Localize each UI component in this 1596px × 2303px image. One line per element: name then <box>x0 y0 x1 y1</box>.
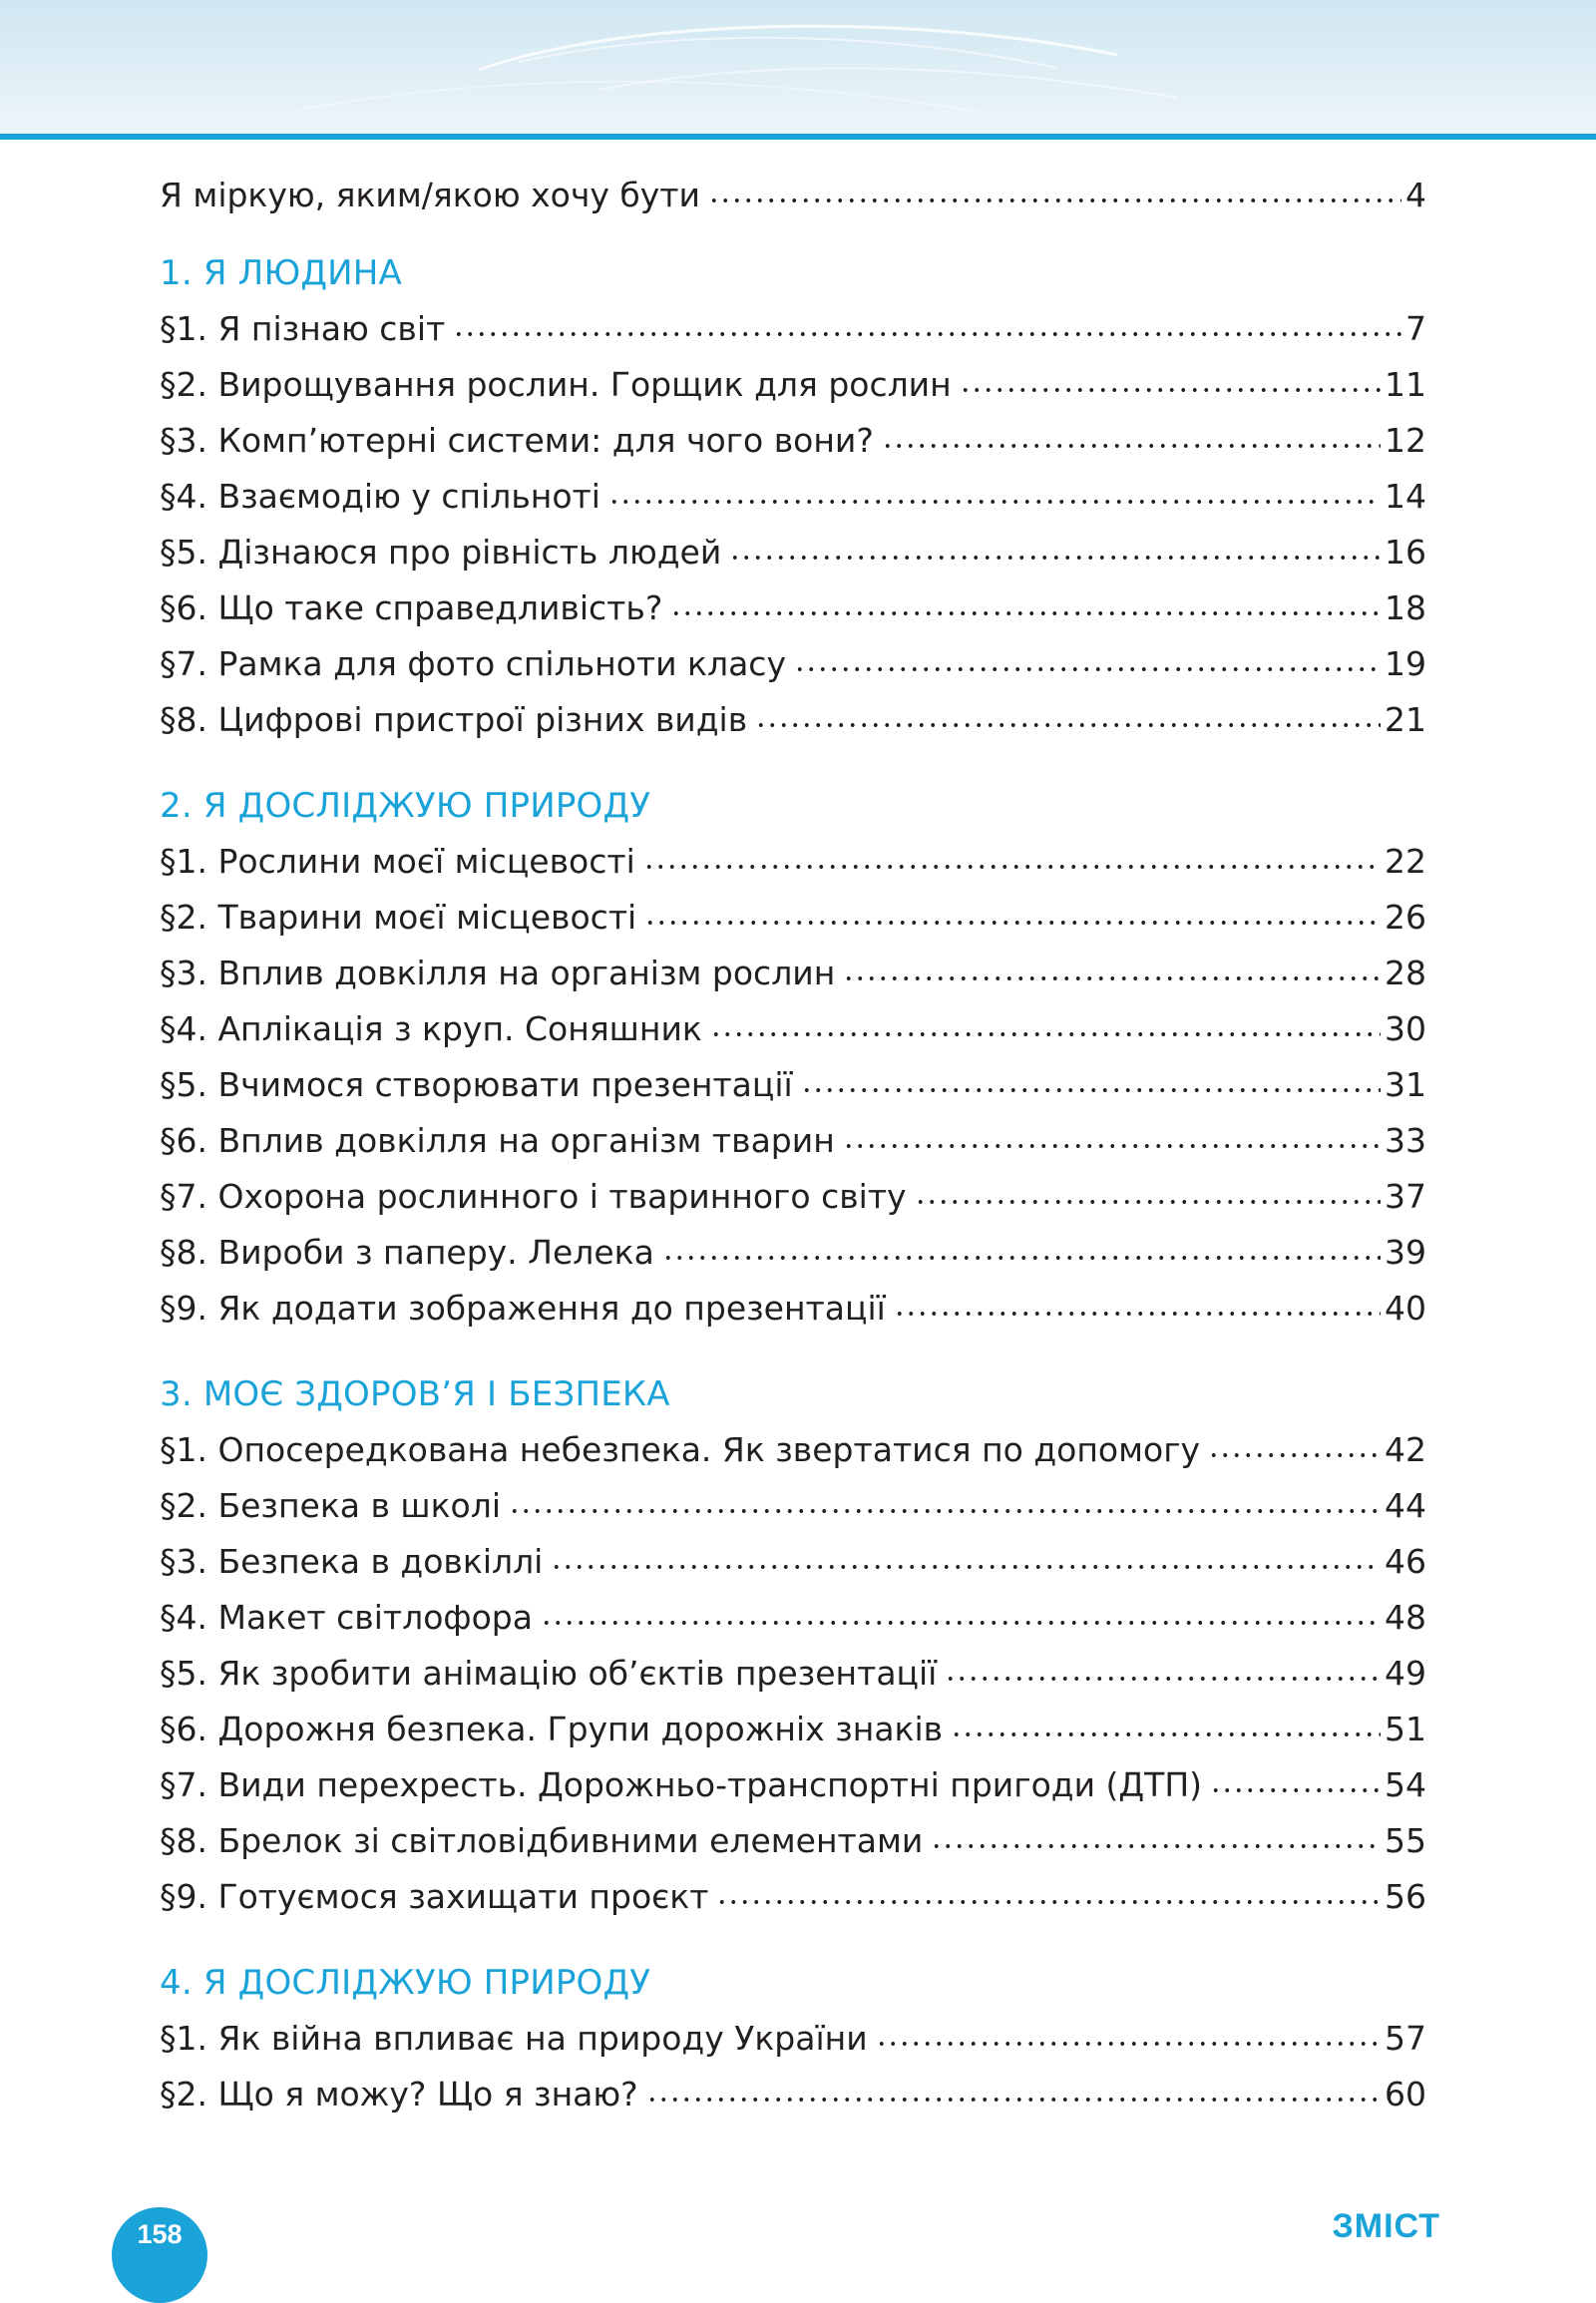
toc-item-page: 51 <box>1385 1710 1426 1748</box>
page-number: 158 <box>137 2219 183 2249</box>
toc-item-page: 16 <box>1385 533 1426 572</box>
toc-item-label: §4. Взаємодію у спільноті <box>160 477 600 516</box>
toc-row[interactable] <box>160 357 1426 413</box>
toc-item-label: §7. Рамка для фото спільноти класу <box>160 644 786 683</box>
dot-leader <box>894 1307 1381 1321</box>
toc-item-label: §3. Комп’ютерні системи: для чого вони? <box>160 421 874 460</box>
toc-item-page: 57 <box>1385 2019 1426 2058</box>
toc-item-label: §1. Опосередкована небезпека. Як звертатися по допомогу <box>160 1430 1201 1469</box>
dot-leader <box>843 1139 1381 1153</box>
toc-row[interactable] <box>160 469 1426 525</box>
footer-title: ЗМІСТ <box>1332 2207 1440 2245</box>
toc-row[interactable] <box>160 1534 1426 1590</box>
toc-item-page: 55 <box>1385 1821 1426 1860</box>
dot-leader <box>794 662 1381 676</box>
header-decoration <box>0 0 1596 138</box>
dot-leader <box>882 439 1381 453</box>
toc-item-page: 49 <box>1385 1654 1426 1693</box>
toc-row[interactable] <box>160 1590 1426 1646</box>
toc-item-label: §3. Вплив довкілля на організм рослин <box>160 954 836 992</box>
toc-item-label: §7. Охорона рослинного і тваринного світу <box>160 1177 907 1216</box>
table-of-contents <box>160 168 1426 2122</box>
dot-leader <box>876 2037 1381 2051</box>
toc-item-label: §6. Дорожня безпека. Групи дорожніх знаків <box>160 1710 944 1748</box>
toc-item-page: 40 <box>1385 1289 1426 1328</box>
toc-row[interactable] <box>160 1169 1426 1225</box>
dot-leader <box>643 860 1381 874</box>
toc-item-page: 48 <box>1385 1598 1426 1637</box>
toc-item-label: §2. Безпека в школі <box>160 1486 502 1525</box>
toc-item-page: 37 <box>1385 1177 1426 1216</box>
toc-item-label: §1. Рослини моєї місцевості <box>160 842 635 881</box>
toc-item-label: §1. Як війна впливає на природу України <box>160 2019 868 2058</box>
toc-item-page: 56 <box>1385 1877 1426 1916</box>
toc-item-page: 33 <box>1385 1121 1426 1160</box>
toc-item-page: 14 <box>1385 477 1426 516</box>
dot-leader <box>509 1504 1381 1518</box>
toc-row[interactable] <box>160 946 1426 1001</box>
toc-row[interactable] <box>160 1225 1426 1281</box>
dot-leader <box>608 495 1381 509</box>
dot-leader <box>915 1195 1381 1209</box>
toc-row[interactable] <box>160 1478 1426 1534</box>
dot-leader <box>755 718 1381 732</box>
toc-row[interactable] <box>160 1057 1426 1113</box>
toc-row[interactable] <box>160 1422 1426 1478</box>
toc-item-page: 26 <box>1385 898 1426 937</box>
toc-intro-row[interactable] <box>160 168 1426 223</box>
toc-item-page: 39 <box>1385 1233 1426 1272</box>
toc-item-page: 4 <box>1405 176 1426 214</box>
toc-item-page: 30 <box>1385 1009 1426 1048</box>
toc-item-page: 22 <box>1385 842 1426 881</box>
section-heading: 3. МОЄ ЗДОРОВ’Я І БЕЗПЕКА <box>160 1374 670 1414</box>
toc-row[interactable] <box>160 636 1426 692</box>
dot-leader <box>801 1083 1381 1097</box>
dot-leader <box>1210 1783 1381 1797</box>
dot-leader <box>843 971 1381 985</box>
toc-item-page: 19 <box>1385 644 1426 683</box>
dot-leader <box>541 1616 1381 1630</box>
dot-leader <box>945 1672 1381 1686</box>
dot-leader <box>662 1251 1381 1265</box>
toc-row[interactable] <box>160 2067 1426 2122</box>
toc-row[interactable] <box>160 1646 1426 1702</box>
dot-leader <box>708 193 1401 207</box>
toc-row[interactable] <box>160 1757 1426 1813</box>
toc-row[interactable] <box>160 1702 1426 1757</box>
toc-item-page: 28 <box>1385 954 1426 992</box>
toc-item-label: §1. Я пізнаю світ <box>160 309 446 348</box>
toc-row[interactable] <box>160 834 1426 890</box>
section-heading: 2. Я ДОСЛІДЖУЮ ПРИРОДУ <box>160 786 651 826</box>
toc-row[interactable] <box>160 1113 1426 1169</box>
toc-item-page: 11 <box>1385 365 1426 404</box>
toc-item-label: §2. Вирощування рослин. Горщик для рослин <box>160 365 952 404</box>
toc-item-label: §9. Як додати зображення до презентації <box>160 1289 886 1328</box>
toc-item-label: §5. Дізнаюся про рівність людей <box>160 533 722 572</box>
toc-row[interactable] <box>160 525 1426 580</box>
toc-item-label: §5. Вчимося створювати презентації <box>160 1065 793 1104</box>
dot-leader <box>644 916 1381 930</box>
toc-row[interactable] <box>160 301 1426 357</box>
page-number-badge <box>112 2207 207 2303</box>
dot-leader <box>453 327 1401 341</box>
toc-item-page: 18 <box>1385 588 1426 627</box>
header-swirl-graphic <box>0 0 1596 138</box>
toc-row[interactable] <box>160 1281 1426 1337</box>
dot-leader <box>1208 1448 1381 1462</box>
toc-item-label: §2. Що я можу? Що я знаю? <box>160 2075 638 2113</box>
toc-row[interactable] <box>160 580 1426 636</box>
toc-row[interactable] <box>160 890 1426 946</box>
dot-leader <box>670 606 1381 620</box>
toc-item-page: 46 <box>1385 1542 1426 1581</box>
toc-item-label: §6. Вплив довкілля на організм тварин <box>160 1121 835 1160</box>
section-heading: 4. Я ДОСЛІДЖУЮ ПРИРОДУ <box>160 1963 651 2003</box>
toc-row[interactable] <box>160 1813 1426 1869</box>
dot-leader <box>729 551 1381 565</box>
toc-row[interactable] <box>160 1001 1426 1057</box>
toc-row[interactable] <box>160 2011 1426 2067</box>
toc-item-page: 44 <box>1385 1486 1426 1525</box>
toc-item-label: Я міркую, яким/якою хочу бути <box>160 176 700 214</box>
toc-item-label: §7. Види перехресть. Дорожньо-транспортні пригоди (ДТП) <box>160 1765 1203 1804</box>
toc-row[interactable] <box>160 692 1426 748</box>
toc-item-page: 31 <box>1385 1065 1426 1104</box>
dot-leader <box>646 2093 1381 2107</box>
toc-item-label: §3. Безпека в довкіллі <box>160 1542 544 1581</box>
toc-item-page: 21 <box>1385 700 1426 739</box>
section-heading: 1. Я ЛЮДИНА <box>160 253 402 293</box>
toc-item-page: 60 <box>1385 2075 1426 2113</box>
toc-item-page: 12 <box>1385 421 1426 460</box>
toc-item-label: §5. Як зробити анімацію об’єктів презентації <box>160 1654 938 1693</box>
dot-leader <box>551 1560 1381 1574</box>
dot-leader <box>710 1027 1381 1041</box>
toc-item-page: 7 <box>1405 309 1426 348</box>
dot-leader <box>960 383 1381 397</box>
toc-item-label: §4. Макет світлофора <box>160 1598 533 1637</box>
toc-row[interactable] <box>160 413 1426 469</box>
toc-item-label: §4. Аплікація з круп. Соняшник <box>160 1009 702 1048</box>
toc-item-page: 54 <box>1385 1765 1426 1804</box>
toc-item-label: §6. Що таке справедливість? <box>160 588 663 627</box>
toc-item-label: §8. Вироби з паперу. Лелека <box>160 1233 654 1272</box>
toc-item-page: 42 <box>1385 1430 1426 1469</box>
toc-item-label: §2. Тварини моєї місцевості <box>160 898 637 937</box>
dot-leader <box>716 1895 1381 1909</box>
dot-leader <box>931 1839 1381 1853</box>
dot-leader <box>951 1727 1381 1741</box>
toc-item-label: §9. Готуємося захищати проєкт <box>160 1877 709 1916</box>
toc-item-label: §8. Брелок зі світловідбивними елементами <box>160 1821 924 1860</box>
header-divider-line <box>0 134 1596 140</box>
toc-item-label: §8. Цифрові пристрої різних видів <box>160 700 748 739</box>
toc-row[interactable] <box>160 1869 1426 1925</box>
